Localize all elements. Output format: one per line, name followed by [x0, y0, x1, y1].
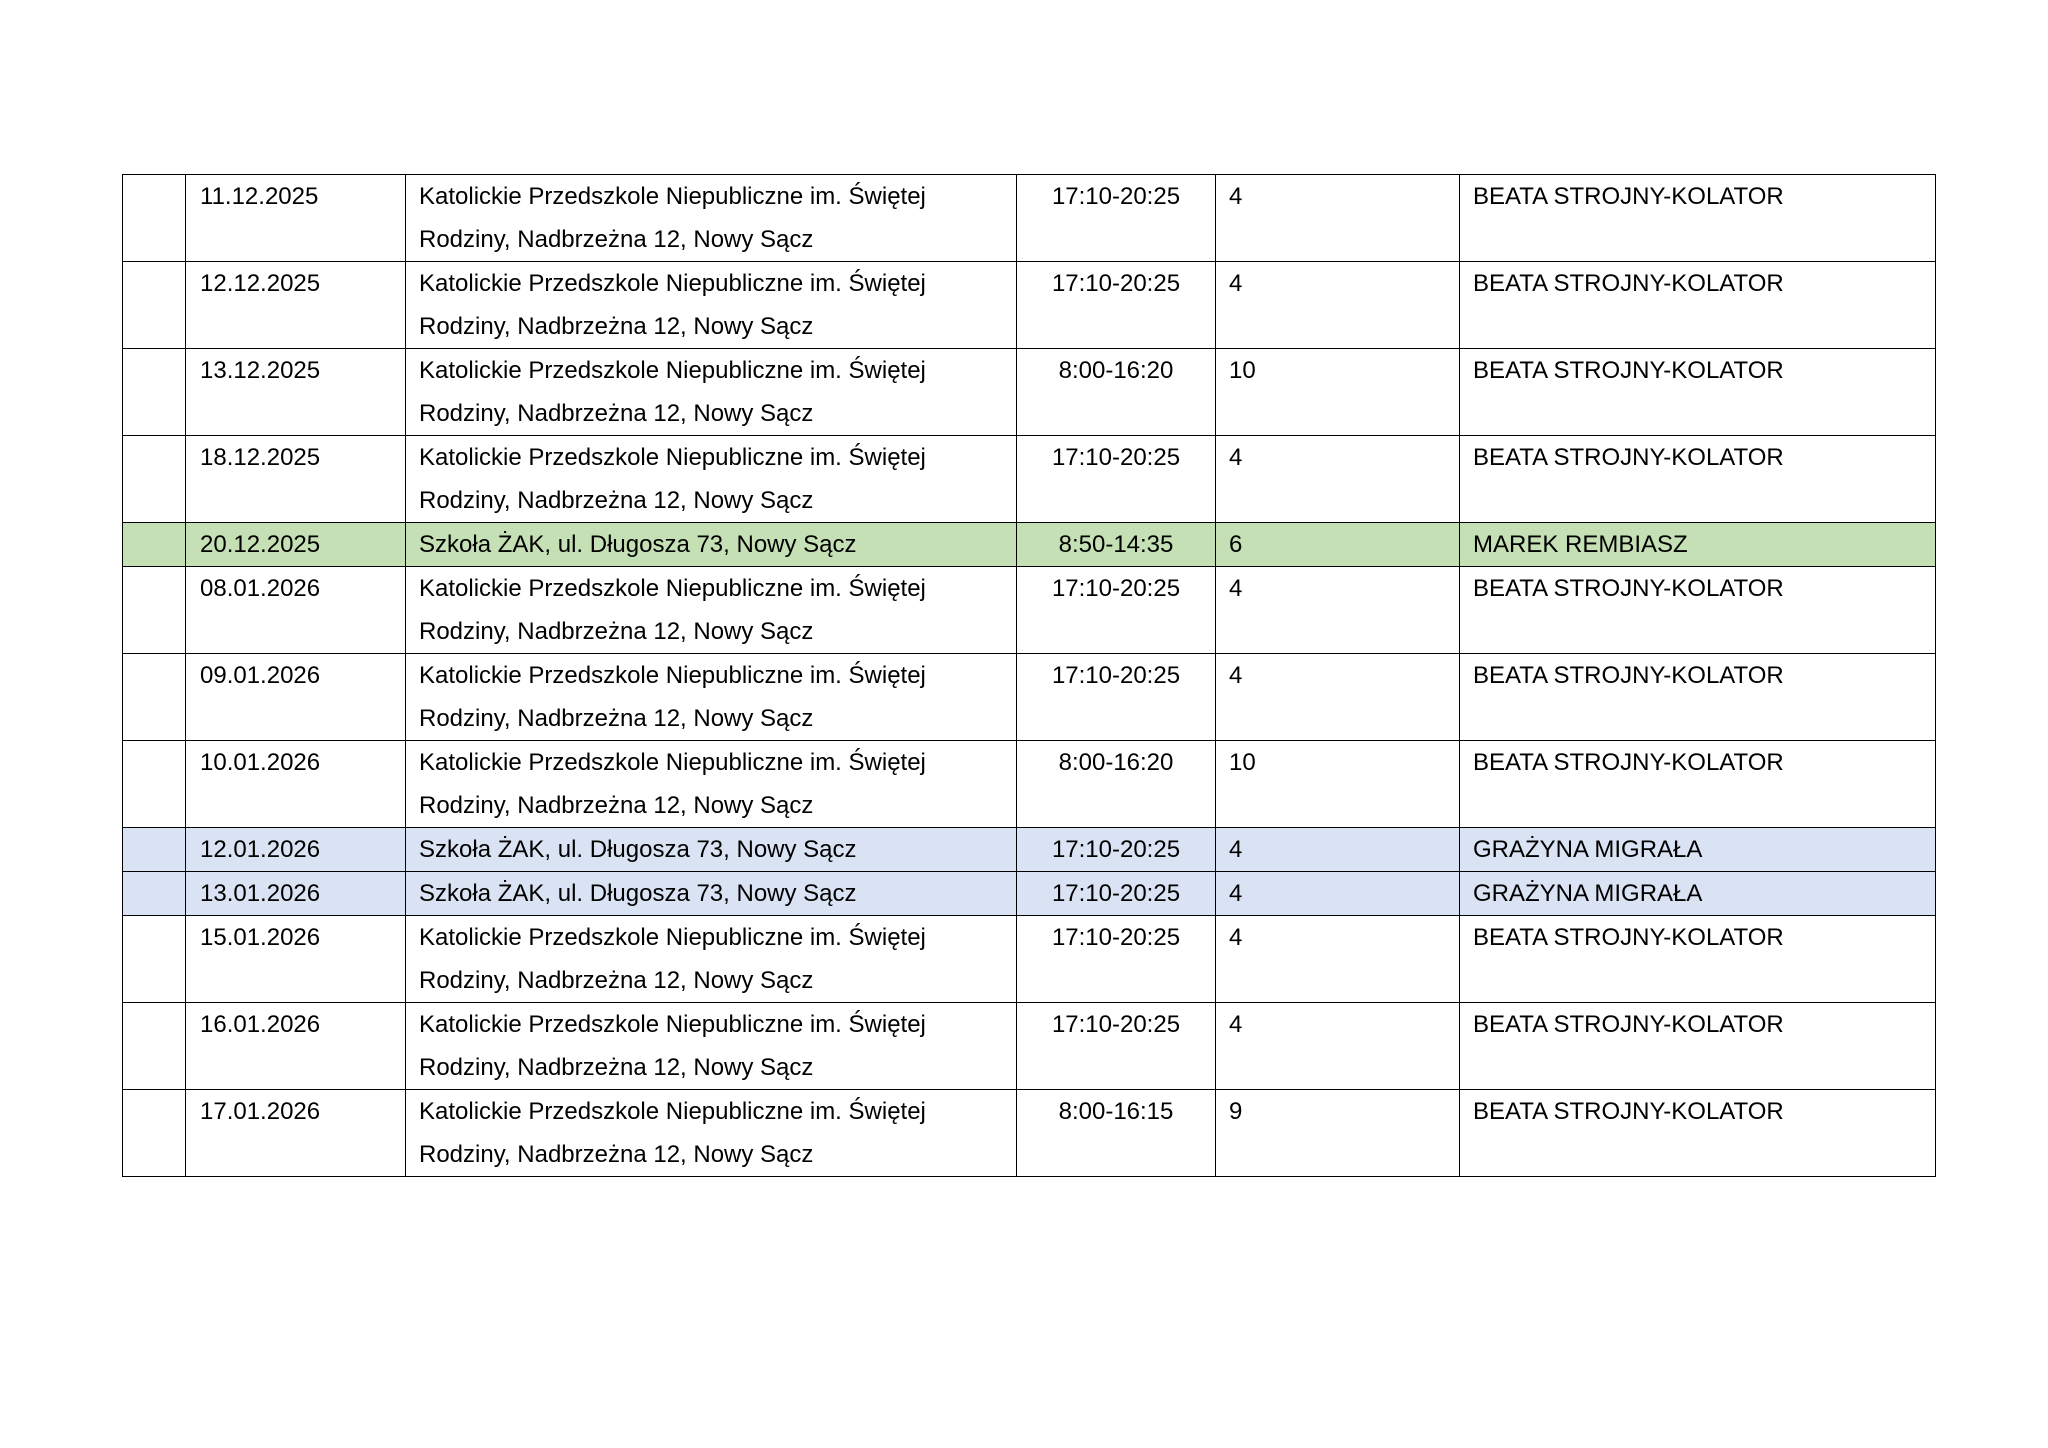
table-row: [123, 175, 1936, 262]
empty-cell: [123, 916, 186, 1003]
teacher-cell: BEATA STROJNY-KOLATOR: [1460, 916, 1936, 1003]
teacher-cell: BEATA STROJNY-KOLATOR: [1460, 1090, 1936, 1177]
teacher-cell: BEATA STROJNY-KOLATOR: [1460, 1003, 1936, 1090]
date-cell: 13.12.2025: [186, 349, 406, 436]
place-cell: [406, 1003, 1017, 1090]
place-line-2: Rodziny, Nadbrzeżna 12, Nowy Sącz: [419, 400, 814, 427]
teacher-cell: GRAŻYNA MIGRAŁA: [1460, 828, 1936, 872]
empty-cell: [123, 436, 186, 523]
place-cell: [406, 872, 1017, 916]
date-cell: 11.12.2025: [186, 175, 406, 262]
place-line-2: Rodziny, Nadbrzeżna 12, Nowy Sącz: [419, 226, 814, 253]
hours-cell: 4: [1216, 916, 1460, 1003]
empty-cell: [123, 523, 186, 567]
time-cell: 17:10-20:25: [1017, 828, 1216, 872]
date-cell: 12.01.2026: [186, 828, 406, 872]
table-row: [123, 916, 1936, 1003]
table-row: [123, 349, 1936, 436]
place-cell: [406, 175, 1017, 262]
date-cell: 13.01.2026: [186, 872, 406, 916]
table-row: [123, 523, 1936, 567]
hours-cell: 10: [1216, 349, 1460, 436]
place-line-1: Szkoła ŻAK, ul. Długosza 73, Nowy Sącz: [419, 880, 857, 907]
teacher-cell: BEATA STROJNY-KOLATOR: [1460, 567, 1936, 654]
time-cell: 17:10-20:25: [1017, 175, 1216, 262]
empty-cell: [123, 1090, 186, 1177]
time-cell: 17:10-20:25: [1017, 654, 1216, 741]
table-row: [123, 828, 1936, 872]
time-cell: 8:00-16:20: [1017, 741, 1216, 828]
place-line-2: Rodziny, Nadbrzeżna 12, Nowy Sącz: [419, 1054, 814, 1081]
empty-cell: [123, 741, 186, 828]
place-cell: [406, 523, 1017, 567]
teacher-cell: BEATA STROJNY-KOLATOR: [1460, 262, 1936, 349]
teacher-cell: BEATA STROJNY-KOLATOR: [1460, 175, 1936, 262]
hours-cell: 4: [1216, 1003, 1460, 1090]
schedule-table: [122, 174, 1936, 1177]
time-cell: 17:10-20:25: [1017, 916, 1216, 1003]
empty-cell: [123, 349, 186, 436]
date-cell: 08.01.2026: [186, 567, 406, 654]
empty-cell: [123, 1003, 186, 1090]
teacher-cell: MAREK REMBIASZ: [1460, 523, 1936, 567]
teacher-cell: BEATA STROJNY-KOLATOR: [1460, 349, 1936, 436]
teacher-cell: BEATA STROJNY-KOLATOR: [1460, 654, 1936, 741]
place-cell: [406, 436, 1017, 523]
empty-cell: [123, 175, 186, 262]
time-cell: 17:10-20:25: [1017, 262, 1216, 349]
hours-cell: 4: [1216, 567, 1460, 654]
place-line-1: Szkoła ŻAK, ul. Długosza 73, Nowy Sącz: [419, 836, 857, 863]
date-cell: 20.12.2025: [186, 523, 406, 567]
table-row: [123, 654, 1936, 741]
place-cell: [406, 567, 1017, 654]
date-cell: 18.12.2025: [186, 436, 406, 523]
hours-cell: 4: [1216, 175, 1460, 262]
time-cell: 8:50-14:35: [1017, 523, 1216, 567]
date-cell: 17.01.2026: [186, 1090, 406, 1177]
empty-cell: [123, 872, 186, 916]
empty-cell: [123, 262, 186, 349]
place-line-1: Katolickie Przedszkole Niepubliczne im. Świętej: [419, 575, 926, 602]
time-cell: 8:00-16:15: [1017, 1090, 1216, 1177]
place-line-2: Rodziny, Nadbrzeżna 12, Nowy Sącz: [419, 618, 814, 645]
hours-cell: 4: [1216, 872, 1460, 916]
place-cell: [406, 654, 1017, 741]
table-row: [123, 741, 1936, 828]
table-row: [123, 567, 1936, 654]
empty-cell: [123, 567, 186, 654]
time-cell: 17:10-20:25: [1017, 872, 1216, 916]
place-line-1: Katolickie Przedszkole Niepubliczne im. Świętej: [419, 662, 926, 689]
table-row: [123, 872, 1936, 916]
date-cell: 16.01.2026: [186, 1003, 406, 1090]
hours-cell: 4: [1216, 262, 1460, 349]
place-cell: [406, 916, 1017, 1003]
table-row: [123, 1003, 1936, 1090]
place-line-2: Rodziny, Nadbrzeżna 12, Nowy Sącz: [419, 487, 814, 514]
table-row: [123, 436, 1936, 523]
place-cell: [406, 349, 1017, 436]
place-line-1: Katolickie Przedszkole Niepubliczne im. Świętej: [419, 749, 926, 776]
time-cell: 17:10-20:25: [1017, 567, 1216, 654]
time-cell: 17:10-20:25: [1017, 436, 1216, 523]
place-line-1: Katolickie Przedszkole Niepubliczne im. Świętej: [419, 270, 926, 297]
place-line-2: Rodziny, Nadbrzeżna 12, Nowy Sącz: [419, 792, 814, 819]
hours-cell: 4: [1216, 828, 1460, 872]
place-line-2: Rodziny, Nadbrzeżna 12, Nowy Sącz: [419, 705, 814, 732]
schedule-table-body: [123, 175, 1936, 1177]
place-line-2: Rodziny, Nadbrzeżna 12, Nowy Sącz: [419, 1141, 814, 1168]
date-cell: 10.01.2026: [186, 741, 406, 828]
hours-cell: 10: [1216, 741, 1460, 828]
place-line-2: Rodziny, Nadbrzeżna 12, Nowy Sącz: [419, 313, 814, 340]
teacher-cell: BEATA STROJNY-KOLATOR: [1460, 436, 1936, 523]
date-cell: 09.01.2026: [186, 654, 406, 741]
place-line-1: Katolickie Przedszkole Niepubliczne im. Świętej: [419, 444, 926, 471]
time-cell: 8:00-16:20: [1017, 349, 1216, 436]
place-cell: [406, 828, 1017, 872]
place-cell: [406, 1090, 1017, 1177]
place-cell: [406, 741, 1017, 828]
teacher-cell: BEATA STROJNY-KOLATOR: [1460, 741, 1936, 828]
place-line-1: Katolickie Przedszkole Niepubliczne im. Świętej: [419, 357, 926, 384]
date-cell: 12.12.2025: [186, 262, 406, 349]
place-line-1: Katolickie Przedszkole Niepubliczne im. Świętej: [419, 1098, 926, 1125]
place-line-1: Katolickie Przedszkole Niepubliczne im. Świętej: [419, 924, 926, 951]
hours-cell: 4: [1216, 436, 1460, 523]
place-line-1: Katolickie Przedszkole Niepubliczne im. Świętej: [419, 183, 926, 210]
time-cell: 17:10-20:25: [1017, 1003, 1216, 1090]
hours-cell: 9: [1216, 1090, 1460, 1177]
place-line-1: Katolickie Przedszkole Niepubliczne im. Świętej: [419, 1011, 926, 1038]
teacher-cell: GRAŻYNA MIGRAŁA: [1460, 872, 1936, 916]
empty-cell: [123, 654, 186, 741]
hours-cell: 4: [1216, 654, 1460, 741]
date-cell: 15.01.2026: [186, 916, 406, 1003]
table-row: [123, 1090, 1936, 1177]
hours-cell: 6: [1216, 523, 1460, 567]
place-cell: [406, 262, 1017, 349]
place-line-2: Rodziny, Nadbrzeżna 12, Nowy Sącz: [419, 967, 814, 994]
table-row: [123, 262, 1936, 349]
place-line-1: Szkoła ŻAK, ul. Długosza 73, Nowy Sącz: [419, 531, 857, 558]
empty-cell: [123, 828, 186, 872]
